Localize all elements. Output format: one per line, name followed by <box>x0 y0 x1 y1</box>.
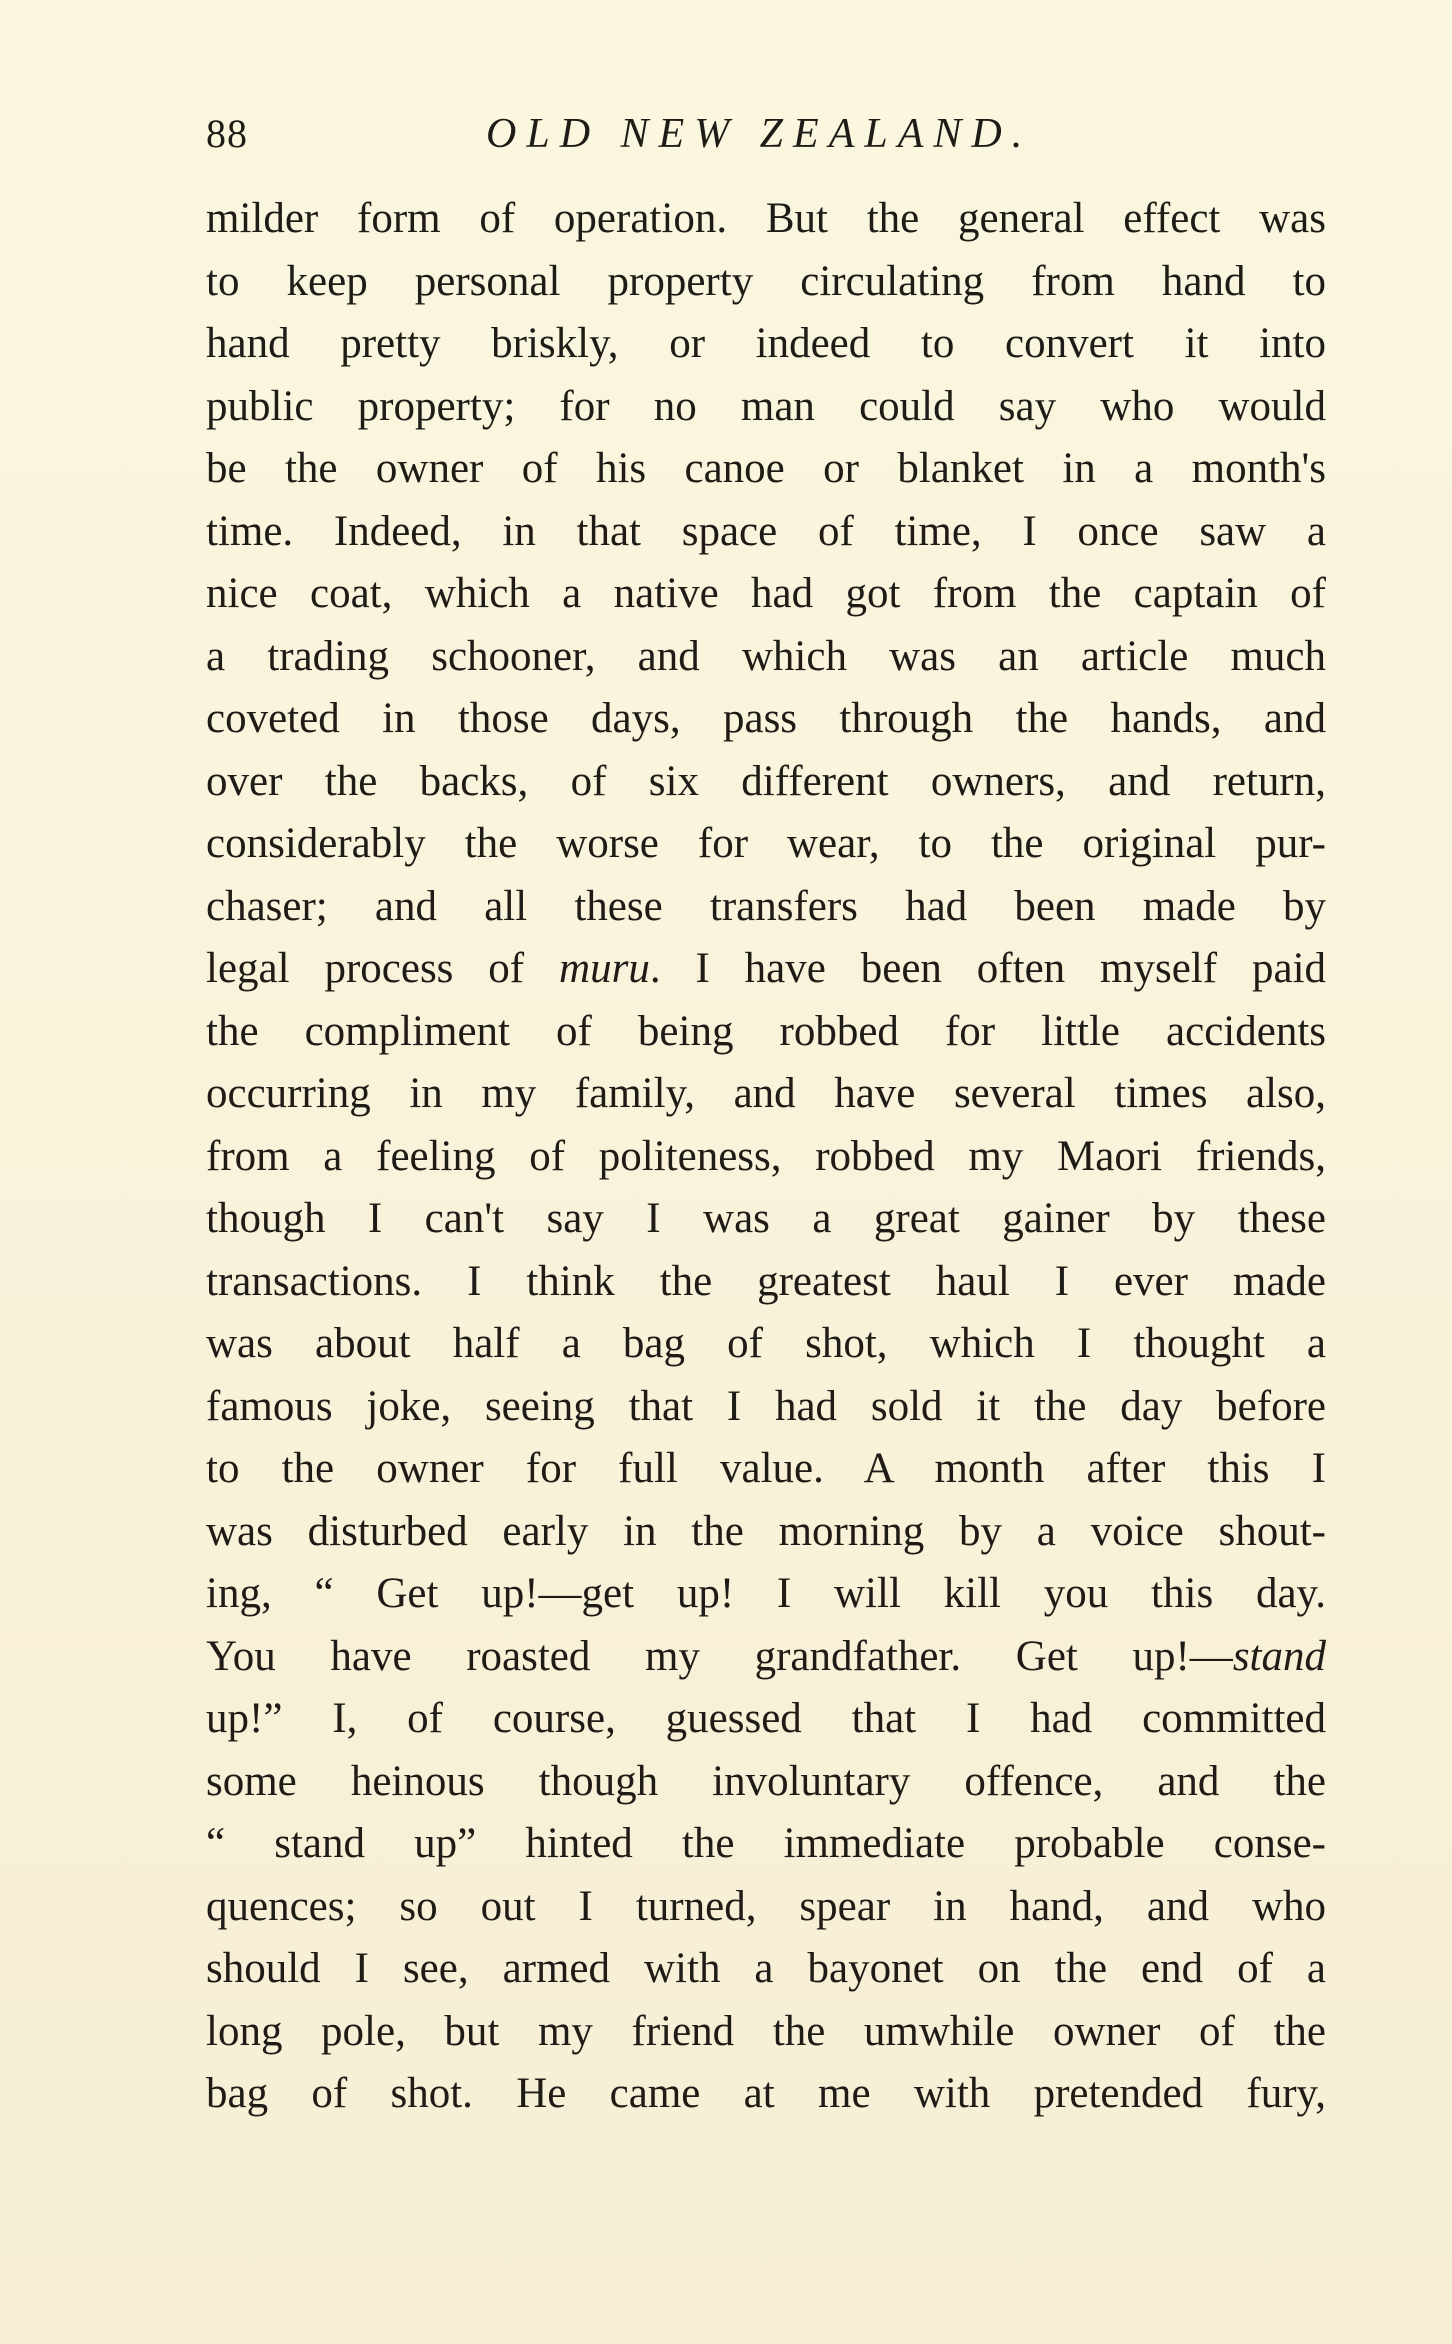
running-title: OLD NEW ZEALAND. <box>486 111 1033 157</box>
text-line: a trading schooner, and which was an article much <box>206 632 1326 680</box>
text-line: chaser; and all these transfers had been made by <box>206 882 1326 930</box>
text-line: over the backs, of six different owners, and return, <box>206 757 1326 805</box>
text-line: transactions. I think the greatest haul I ever made <box>206 1257 1326 1305</box>
text-line: time. Indeed, in that space of time, I once saw a <box>206 507 1326 555</box>
text-line: though I can't say I was a great gainer by these <box>206 1195 1326 1242</box>
text-line: occurring in my family, and have several times also, <box>206 1070 1326 1117</box>
text-line: legal process of muru. I have been often myself paid <box>206 945 1326 992</box>
text-line: long pole, but my friend the umwhile owner of the <box>206 2007 1326 2055</box>
text-line: should I see, armed with a bayonet on the end of a <box>206 1945 1326 1992</box>
text-line: was disturbed early in the morning by a voice shout- <box>206 1507 1326 1555</box>
text-line: famous joke, seeing that I had sold it the day before <box>206 1382 1326 1430</box>
text-line: be the owner of his canoe or blanket in a month's <box>206 445 1326 492</box>
text-line: You have roasted my grandfather. Get up!—stand <box>206 1632 1326 1680</box>
text-line: milder form of operation. But the general effect was <box>206 195 1326 242</box>
text-line: considerably the worse for wear, to the original pur- <box>206 820 1326 867</box>
text-line: from a feeling of politeness, robbed my Maori friends, <box>206 1132 1326 1180</box>
text-line: to the owner for full value. A month after this I <box>206 1445 1326 1492</box>
text-line: nice coat, which a native had got from the captain of <box>206 570 1326 617</box>
text-line: public property; for no man could say who would <box>206 382 1326 430</box>
text-line: quences; so out I turned, spear in hand, and who <box>206 1882 1326 1930</box>
text-line: to keep personal property circulating from hand to <box>206 257 1326 305</box>
page-number: 88 <box>206 111 248 156</box>
text-line: some heinous though involuntary offence, and the <box>206 1757 1326 1805</box>
text-line: up!” I, of course, guessed that I had committed <box>206 1695 1326 1742</box>
text-line: was about half a bag of shot, which I thought a <box>206 1320 1326 1367</box>
text-line: bag of shot. He came at me with pretended fury, <box>206 2070 1326 2117</box>
body-text <box>206 188 1326 2126</box>
text-line: hand pretty briskly, or indeed to convert it into <box>206 320 1326 367</box>
text-line: “ stand up” hinted the immediate probable conse- <box>206 1820 1326 1867</box>
text-line: coveted in those days, pass through the hands, and <box>206 695 1326 742</box>
page-header <box>206 104 1326 164</box>
text-line: the compliment of being robbed for little accidents <box>206 1007 1326 1055</box>
text-line: ing, “ Get up!—get up! I will kill you this day. <box>206 1570 1326 1617</box>
